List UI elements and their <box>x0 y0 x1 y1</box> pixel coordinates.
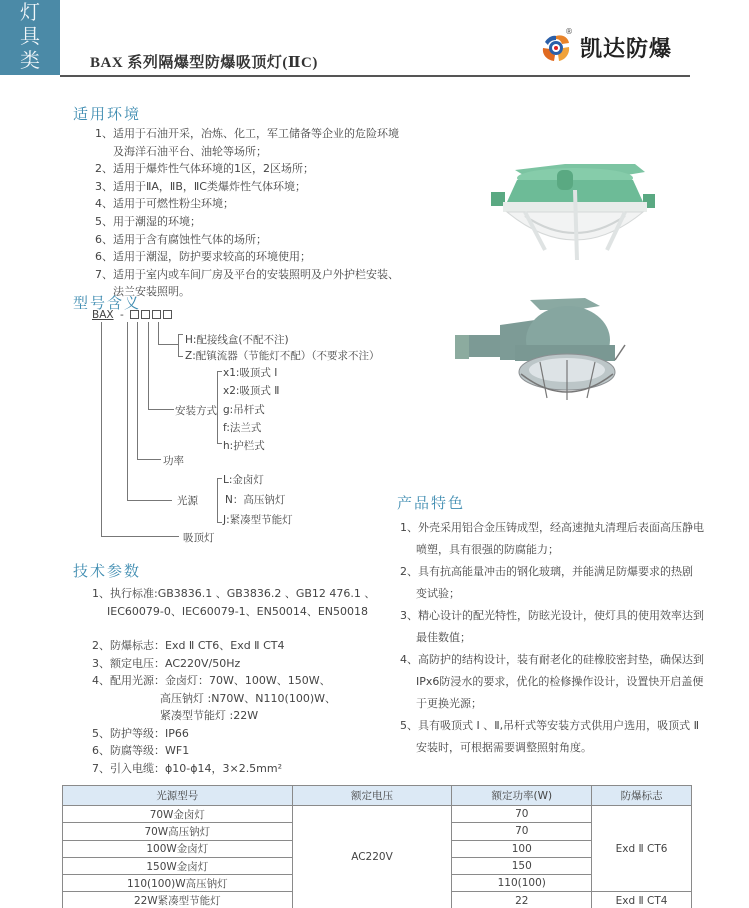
col-header: 额定功率(W) <box>452 786 592 806</box>
list-item-cont: 及海洋石油平台、油轮等场所； <box>113 144 267 158</box>
cell-power: 70 <box>452 823 592 840</box>
cell-power: 110(100) <box>452 875 592 892</box>
cell-source: 70W金卤灯 <box>63 806 293 823</box>
list-item: 1、外壳采用铝合金压铸成型，经高速抛丸清理后表面高压静电 <box>400 521 704 534</box>
list-item-cont: 法兰安装照明。 <box>113 285 190 299</box>
page-title: BAX 系列隔爆型防爆吸顶灯(ⅡC) <box>90 55 318 71</box>
cell-source: 150W金卤灯 <box>63 857 293 874</box>
list-item-cont: IPx6防浸水的要求，优化的检修操作设计，设置快开启盖便 <box>416 675 704 688</box>
list-item: 6、适用于潮湿，防护要求较高的环境使用； <box>95 250 311 264</box>
option-ballast: Z:配镇流器（节能灯不配）（不要求不注） <box>185 350 380 362</box>
model-code <box>92 309 174 321</box>
source-option: N：高压钠灯 <box>225 494 286 506</box>
list-item: 4、配用光源：金卤灯：70W、100W、150W、 <box>92 674 331 687</box>
registered-mark: ® <box>565 26 573 36</box>
list-item: 5、具有吸顶式 Ⅰ 、Ⅱ,吊杆式等安装方式供用户选用，吸顶式 Ⅱ <box>400 719 700 732</box>
category-char: 灯 <box>20 0 40 24</box>
source-option: J:紧凑型节能灯 <box>223 514 293 526</box>
col-header: 光源型号 <box>63 786 293 806</box>
section-heading-tech: 技术参数 <box>73 562 142 580</box>
list-item-cont: 安装时，可根据需要调整照射角度。 <box>416 741 592 754</box>
list-item: 2、具有抗高能量冲击的钢化玻璃，并能满足防爆要求的热剧 <box>400 565 693 578</box>
source-label: 光源 <box>177 495 198 507</box>
section-heading-environment: 适用环境 <box>73 105 142 123</box>
list-item: 3、适用于ⅡA，ⅡB，ⅡC类爆炸性气体环境； <box>95 179 306 193</box>
col-header: 防爆标志 <box>592 786 692 806</box>
list-item-cont: 变试验； <box>416 587 460 600</box>
list-item-cont: 喷塑，具有很强的防腐能力； <box>416 543 559 556</box>
cell-voltage: AC220V <box>292 806 452 908</box>
option-junction-box: H:配接线盒(不配不注) <box>185 334 289 346</box>
cell-power: 150 <box>452 857 592 874</box>
brand-name: 凯达防爆 <box>580 37 673 62</box>
list-item: 3、精心设计的配光特性，防眩光设计，使灯具的使用效率达到 <box>400 609 704 622</box>
list-item: 7、引入电缆：ϕ10-ϕ14，3×2.5mm² <box>92 761 283 775</box>
list-item: 2、防爆标志：Exd Ⅱ CT6、Exd Ⅱ CT4 <box>92 639 285 652</box>
category-char: 类 <box>20 48 40 72</box>
list-item-cont: 高压钠灯 :N70W、N110(100)W、 <box>160 691 336 705</box>
code-slot-box <box>152 310 161 319</box>
code-slot-box <box>163 310 172 319</box>
list-item-cont: 紧凑型节能灯 :22W <box>160 709 259 722</box>
code-slot-box <box>130 310 139 319</box>
spec-table <box>62 785 692 908</box>
table-header-row <box>63 786 692 806</box>
list-item: 2、适用于爆炸性气体环境的1区，2区场所； <box>95 162 314 176</box>
code-slot-box <box>141 310 150 319</box>
cell-power: 100 <box>452 840 592 857</box>
cell-source: 22W紧凑型节能灯 <box>63 892 293 908</box>
list-item-cont: IEC60079-0、IEC60079-1、EN50014、EN50018 <box>107 604 369 618</box>
list-item: 6、适用于含有腐蚀性气体的场所； <box>95 232 267 246</box>
list-item: 3、额定电压：AC220V/50Hz <box>92 656 241 670</box>
product-label: 吸顶灯 <box>183 532 215 544</box>
cell-source: 100W金卤灯 <box>63 840 293 857</box>
section-heading-model: 型号含义 <box>73 294 142 312</box>
model-dash: - <box>119 309 124 321</box>
install-option: f:法兰式 <box>223 422 262 434</box>
cell-mark: Exd Ⅱ CT4 <box>592 892 692 908</box>
install-option: h:护栏式 <box>223 440 265 452</box>
list-item: 7、适用于室内或车间厂房及平台的安装照明及户外护栏安装、 <box>95 267 399 281</box>
list-item: 1、执行标准:GB3836.1 、GB3836.2 、GB12 476.1 、 <box>92 587 376 600</box>
list-item: 5、防护等级：IP66 <box>92 726 189 740</box>
install-option: x2:吸顶式 Ⅱ <box>223 385 280 397</box>
source-option: L:金卤灯 <box>223 474 264 486</box>
list-item-cont: 于更换光源； <box>416 697 482 710</box>
cell-power: 70 <box>452 806 592 823</box>
list-item: 4、高防护的结构设计，装有耐老化的硅橡胶密封垫，确保达到 <box>400 653 704 666</box>
model-prefix: BAX <box>92 309 114 321</box>
features-list <box>400 517 704 759</box>
cell-power: 22 <box>452 892 592 908</box>
table-row <box>63 806 692 823</box>
list-item: 6、防腐等级：WF1 <box>92 744 190 757</box>
section-heading-features: 产品特色 <box>397 494 466 512</box>
category-char: 具 <box>20 24 40 48</box>
list-item-cont: 最佳数值； <box>416 631 471 644</box>
cell-source: 110(100)W高压钠灯 <box>63 875 293 892</box>
install-label: 安装方式 <box>175 405 217 417</box>
list-item: 4、适用于可燃性粉尘环境； <box>95 197 234 211</box>
cell-source: 70W高压钠灯 <box>63 823 293 840</box>
col-header: 额定电压 <box>292 786 452 806</box>
install-option: x1:吸顶式 Ⅰ <box>223 367 278 379</box>
install-option: g:吊杆式 <box>223 404 265 416</box>
tech-list <box>92 585 375 777</box>
power-label: 功率 <box>163 455 184 467</box>
list-item: 5、用于潮湿的环境； <box>95 214 201 228</box>
cell-mark: Exd Ⅱ CT6 <box>592 806 692 892</box>
list-item: 1、适用于石油开采，冶炼、化工，军工储备等企业的危险环境 <box>95 127 399 140</box>
